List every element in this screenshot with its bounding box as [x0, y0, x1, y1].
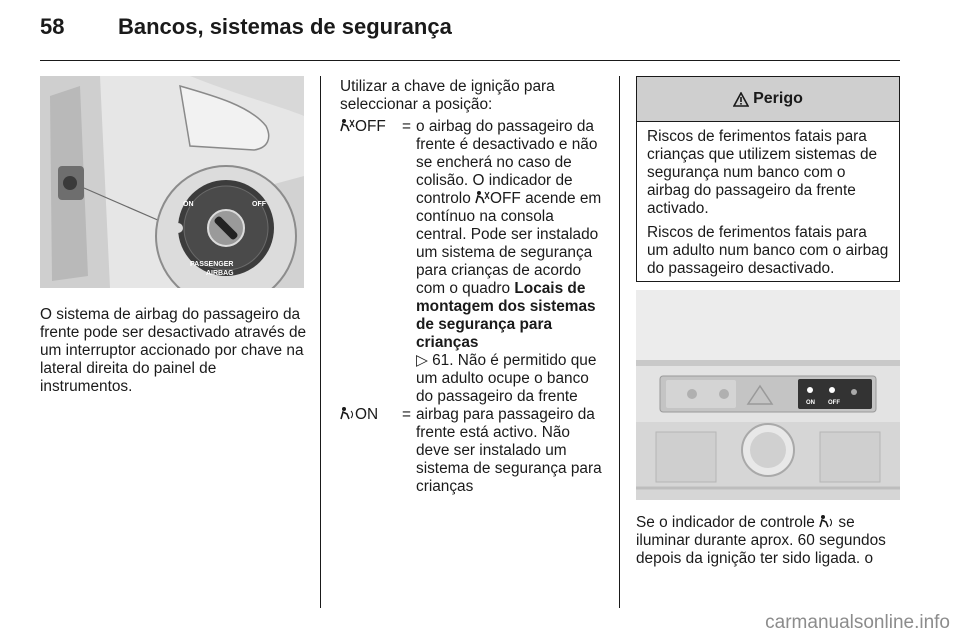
definition-off-text: o airbag do passageiro da frente é desactivado e não se encherá no caso de colisão. O indicador de controlo OFF acende em contínuo na consola central. Pode ser instalado um sistema de segurança para crianças de acordo com o quadro Locais de montagem dos sistemas de segurança para crianças ▷ 61. Não é permitido que um adulto ocupe o banco do passageiro da frente — [416, 118, 602, 405]
definition-off — [340, 118, 606, 406]
warning-triangle-icon — [733, 92, 749, 107]
center-console-figure — [636, 290, 900, 500]
definition-on — [340, 406, 606, 496]
center-console-illustration — [636, 290, 900, 500]
airbag-switch-figure — [40, 76, 304, 288]
page-number: 58 — [40, 14, 65, 39]
console-label-on: ON — [806, 400, 815, 406]
column-divider-right — [619, 76, 620, 608]
warning-paragraph-2: Riscos de ferimentos fatais para um adulto num banco com o airbag do passageiro desactivado. — [647, 224, 889, 277]
switch-label-on: ON — [183, 201, 194, 208]
right-bottom-text — [636, 514, 900, 568]
switch-label-airbag: AIRBAG — [206, 270, 234, 277]
warning-title: Perigo — [753, 90, 803, 107]
intro-text: Utilizar a chave de ignição para seleccionar a posição: — [340, 78, 555, 113]
page-ref-icon: ▷ — [416, 352, 433, 369]
definition-on-text: airbag para passageiro da frente está activo. Não deve ser instalado um sistema de segurança para crianças — [416, 406, 602, 495]
left-column-text — [40, 306, 310, 396]
console-label-off: OFF — [828, 400, 840, 406]
cross-reference-link[interactable]: Locais de montagem dos sistemas de segurança para crianças — [416, 280, 596, 351]
warning-header — [637, 77, 899, 122]
watermark: carmanualsonline.info — [765, 612, 950, 633]
term-on: ON — [340, 406, 402, 496]
switch-label-off: OFF — [252, 201, 266, 208]
indicator-paragraph: Se o indicador de controle se iluminar durante aprox. 60 segundos depois da ignição ter sido ligada. o — [636, 514, 886, 567]
airbag-warning-dot — [173, 223, 183, 233]
airbag-on-icon — [819, 514, 834, 528]
header-rule — [40, 60, 900, 61]
warning-body — [637, 122, 899, 278]
equals-sign: = — [402, 406, 411, 423]
airbag-on-icon — [340, 406, 355, 420]
airbag-switch-illustration — [40, 76, 304, 288]
column-divider-left — [320, 76, 321, 608]
middle-intro — [340, 78, 606, 114]
page-title: Bancos, sistemas de segurança — [118, 14, 452, 39]
position-definition-list — [340, 118, 606, 496]
page-reference[interactable]: 61 — [432, 352, 450, 369]
danger-warning-box — [636, 76, 900, 282]
term-off: OFF — [340, 118, 402, 406]
switch-label-passenger: PASSENGER — [190, 261, 234, 268]
airbag-off-icon — [475, 190, 490, 204]
airbag-off-icon — [340, 118, 355, 132]
page-header — [0, 0, 960, 56]
warning-paragraph-1: Riscos de ferimentos fatais para crianças que utilizem sistemas de segurança num banco com o airbag do passageiro da frente activado. — [647, 128, 878, 217]
left-paragraph: O sistema de airbag do passageiro da frente pode ser desactivado através de um interruptor accionado por chave na lateral direita do painel de instrumentos. — [40, 306, 307, 395]
equals-sign: = — [402, 118, 411, 135]
